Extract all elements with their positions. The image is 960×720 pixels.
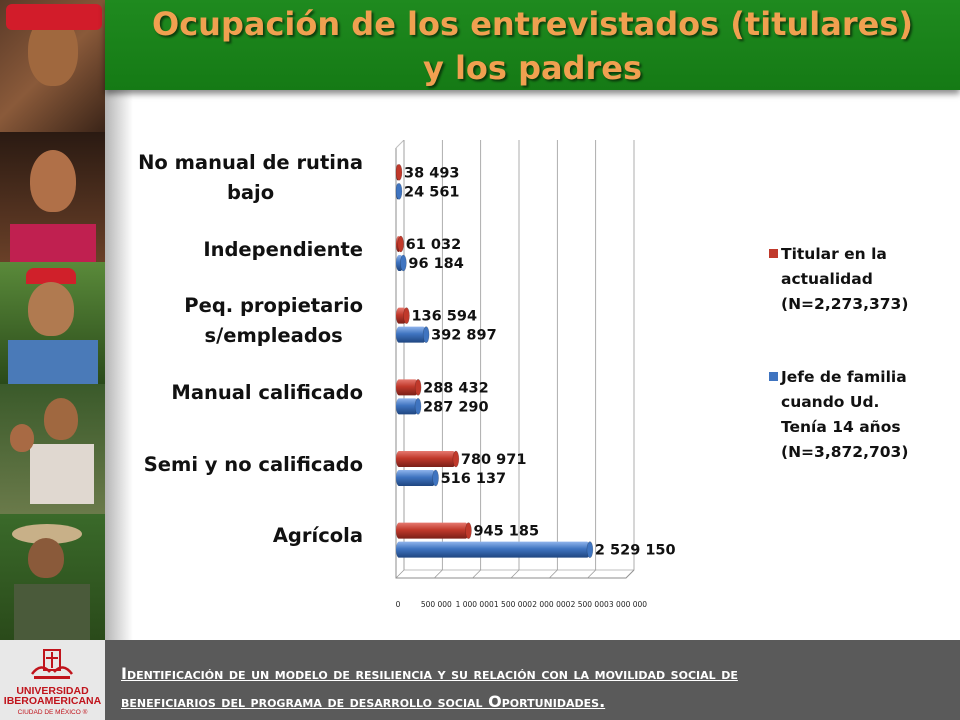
logo-subtitle: CIUDAD DE MÉXICO ® bbox=[17, 709, 88, 716]
bar-cap bbox=[587, 542, 593, 558]
photo-elder-man bbox=[0, 0, 105, 132]
footer-line2: beneficiarios del programa de desarrollo social Oportunidades. bbox=[121, 692, 606, 711]
gridline-floor bbox=[588, 570, 596, 578]
category-label-line: Manual calificado bbox=[171, 380, 363, 404]
x-tick-label: 3 000 000 bbox=[608, 600, 648, 609]
legend-label-line: actualidad bbox=[781, 270, 873, 288]
category-label-line: bajo bbox=[226, 180, 275, 204]
bar-cap bbox=[396, 164, 402, 180]
logo-line1: UNIVERSIDAD bbox=[16, 685, 89, 697]
gridline-floor bbox=[473, 570, 481, 578]
category-label-line: Independiente bbox=[203, 237, 363, 261]
logo-wordmark bbox=[2, 686, 103, 706]
bar-cap bbox=[465, 523, 471, 539]
gridline-floor bbox=[511, 570, 519, 578]
bar-cap bbox=[423, 327, 429, 343]
data-label: 96 184 bbox=[408, 256, 464, 272]
bar-cap bbox=[398, 236, 404, 252]
data-label: 516 137 bbox=[440, 471, 507, 487]
slide-title-line2: y los padres bbox=[422, 49, 643, 87]
bar-cap bbox=[403, 308, 409, 324]
gridline-floor bbox=[626, 570, 634, 578]
chart-depth-edge bbox=[396, 140, 404, 148]
legend-swatch bbox=[769, 249, 778, 258]
bar-titular bbox=[396, 451, 456, 467]
photo-strip bbox=[0, 0, 105, 640]
bar-jefe bbox=[396, 470, 436, 486]
category-label-line: Agrícola bbox=[272, 524, 363, 548]
bar-chart bbox=[370, 140, 700, 620]
bar-titular bbox=[396, 379, 418, 395]
bar-jefe bbox=[396, 398, 418, 414]
gridline-floor bbox=[396, 570, 404, 578]
photo-woman-child bbox=[0, 384, 105, 514]
legend-item bbox=[781, 242, 951, 317]
gridline-floor bbox=[549, 570, 557, 578]
data-label: 288 432 bbox=[423, 380, 489, 397]
category-label bbox=[273, 521, 363, 551]
footer-caption bbox=[121, 660, 931, 716]
data-label: 287 290 bbox=[423, 399, 489, 416]
legend-label-line: (N=3,872,703) bbox=[781, 443, 909, 461]
category-label-line: s/empleados bbox=[204, 324, 343, 348]
x-tick-label: 2 500 000 bbox=[570, 600, 609, 609]
slide-title bbox=[105, 2, 960, 90]
x-tick-label: 0 bbox=[395, 600, 401, 609]
category-label bbox=[138, 148, 363, 208]
photo-farmer-hat bbox=[0, 514, 105, 640]
logo-line2: IBEROAMERICANA bbox=[3, 695, 102, 707]
legend-label-line: Tenía 14 años bbox=[781, 418, 901, 436]
gridline-floor bbox=[434, 570, 442, 578]
legend-swatch bbox=[769, 372, 778, 381]
data-label: 945 185 bbox=[473, 523, 540, 540]
bar-titular bbox=[396, 523, 468, 539]
legend-label-line: Titular en la bbox=[781, 245, 887, 263]
bar-cap bbox=[400, 255, 406, 271]
legend-item bbox=[781, 365, 951, 465]
data-label: 2 529 150 bbox=[594, 542, 676, 559]
category-label bbox=[203, 235, 363, 265]
x-tick-label: 1 000 000 bbox=[455, 600, 494, 609]
x-tick-label: 1 500 000 bbox=[493, 600, 533, 609]
category-label bbox=[144, 450, 363, 480]
category-label-line: Peq. propietario bbox=[184, 294, 363, 318]
category-label bbox=[171, 378, 363, 408]
x-tick-label: 2 000 000 bbox=[532, 600, 571, 609]
data-label: 392 897 bbox=[431, 327, 497, 344]
bar-cap bbox=[415, 379, 421, 395]
bar-jefe bbox=[396, 542, 590, 558]
footer-line1: Identificación de un modelo de resiliencia y su relación con la movilidad social de bbox=[121, 664, 738, 683]
data-label: 61 032 bbox=[405, 237, 462, 253]
photo-strip-shadow bbox=[105, 90, 133, 640]
bar-jefe bbox=[396, 327, 426, 343]
legend-label-line: (N=2,273,373) bbox=[781, 295, 909, 313]
data-label: 136 594 bbox=[411, 308, 478, 325]
university-emblem-icon bbox=[30, 648, 74, 682]
bar-cap bbox=[433, 470, 439, 486]
slide-title-line1: Ocupación de los entrevistados (titulares) bbox=[152, 5, 913, 43]
category-label-line: Semi y no calificado bbox=[143, 452, 363, 476]
bar-cap bbox=[453, 451, 459, 467]
category-label bbox=[184, 291, 363, 351]
bar-cap bbox=[415, 398, 421, 414]
data-label: 780 971 bbox=[460, 452, 527, 468]
bar-cap bbox=[396, 183, 402, 199]
category-label-line: No manual de rutina bbox=[138, 150, 363, 174]
photo-woman bbox=[0, 132, 105, 262]
photo-man-cap bbox=[0, 262, 105, 384]
chart-axis-frame bbox=[396, 148, 634, 578]
data-label: 38 493 bbox=[404, 165, 460, 182]
x-tick-label: 500 000 bbox=[420, 600, 452, 609]
legend-label-line: Jefe de familia bbox=[781, 368, 907, 386]
data-label: 24 561 bbox=[404, 184, 460, 201]
legend-label-line: cuando Ud. bbox=[781, 393, 880, 411]
